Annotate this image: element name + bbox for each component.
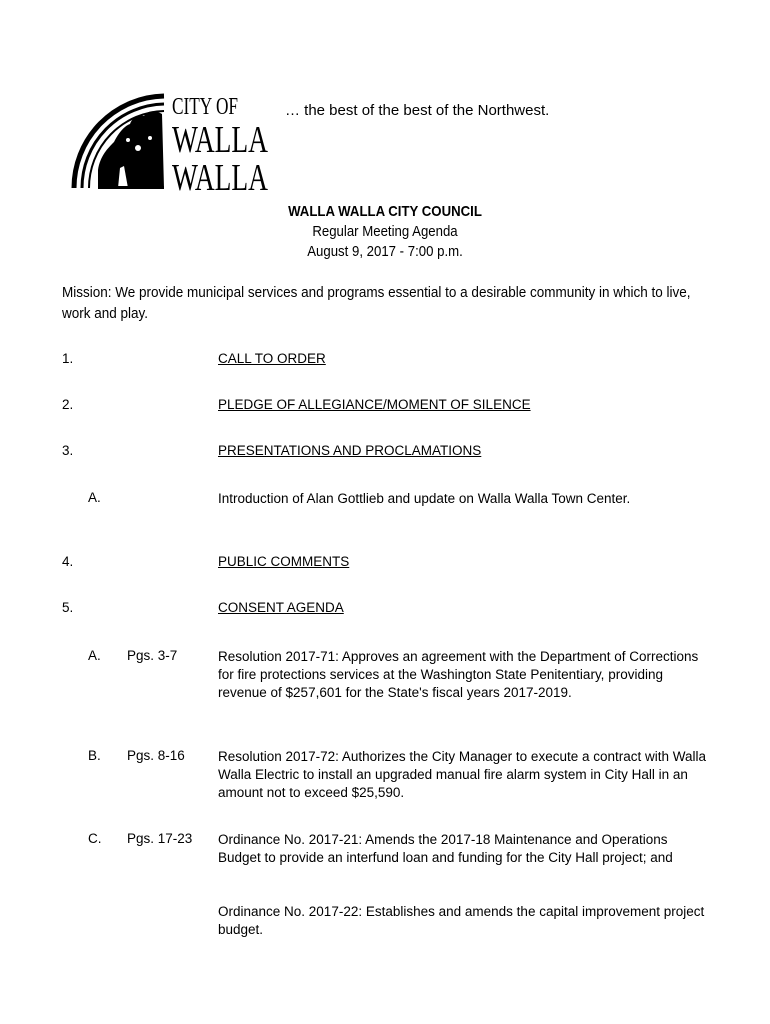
sub-item-letter: A. bbox=[88, 490, 101, 505]
mission-statement: Mission: We provide municipal services and programs essential to a desirable community in which to live, work and play. bbox=[62, 284, 691, 322]
sub-item-description: Ordinance No. 2017-21: Amends the 2017-18 Maintenance and Operations Budget to provide an interfund loan and funding for the City Hall project; and bbox=[218, 832, 673, 865]
tagline: … the best of the best of the Northwest. bbox=[285, 102, 550, 119]
logo-line3: WALLA bbox=[172, 157, 269, 199]
sub-item-description: Resolution 2017-72: Authorizes the City Manager to execute a contract with Walla Walla Electric to install an upgraded manual fire alarm system in City Hall in an amount not to exceed $25,590. bbox=[218, 749, 707, 800]
sub-item-description-continued: Ordinance No. 2017-22: Establishes and amends the capital improvement project budget. bbox=[218, 904, 705, 937]
item-number: 5. bbox=[62, 600, 74, 615]
meeting-date: August 9, 2017 - 7:00 p.m. bbox=[307, 243, 463, 260]
city-logo bbox=[68, 90, 278, 199]
agenda-item-title: PLEDGE OF ALLEGIANCE/MOMENT OF SILENCE bbox=[218, 397, 531, 412]
agenda-item-title: CALL TO ORDER bbox=[218, 351, 326, 366]
item-number: 2. bbox=[62, 397, 74, 412]
council-title: WALLA WALLA CITY COUNCIL bbox=[288, 203, 482, 220]
sub-item-letter: B. bbox=[88, 748, 101, 763]
sub-item-description: Introduction of Alan Gottlieb and update on Walla Walla Town Center. bbox=[218, 491, 631, 506]
logo-line2: WALLA bbox=[172, 119, 269, 161]
item-number: 1. bbox=[62, 351, 74, 366]
sub-item-letter: C. bbox=[88, 831, 102, 846]
sub-item-pages: Pgs. 8-16 bbox=[127, 748, 185, 763]
logo-line1: CITY OF bbox=[172, 94, 238, 120]
agenda-item-title: PUBLIC COMMENTS bbox=[218, 554, 350, 569]
item-number: 4. bbox=[62, 554, 74, 569]
sub-item-description: Resolution 2017-71: Approves an agreement with the Department of Corrections for fire protections services at the Washington State Penitentiary, providing revenue of $257,601 for the State's fiscal years 2017-2019. bbox=[218, 649, 699, 700]
agenda-item-title: CONSENT AGENDA bbox=[218, 600, 344, 615]
sub-item-pages: Pgs. 17-23 bbox=[127, 831, 193, 846]
agenda-item-title: PRESENTATIONS AND PROCLAMATIONS bbox=[218, 443, 482, 458]
item-number: 3. bbox=[62, 443, 74, 458]
sub-item-letter: A. bbox=[88, 648, 101, 663]
sub-item-pages: Pgs. 3-7 bbox=[127, 648, 178, 663]
meeting-type: Regular Meeting Agenda bbox=[312, 223, 458, 240]
tree-arc-emblem-icon bbox=[68, 90, 278, 199]
